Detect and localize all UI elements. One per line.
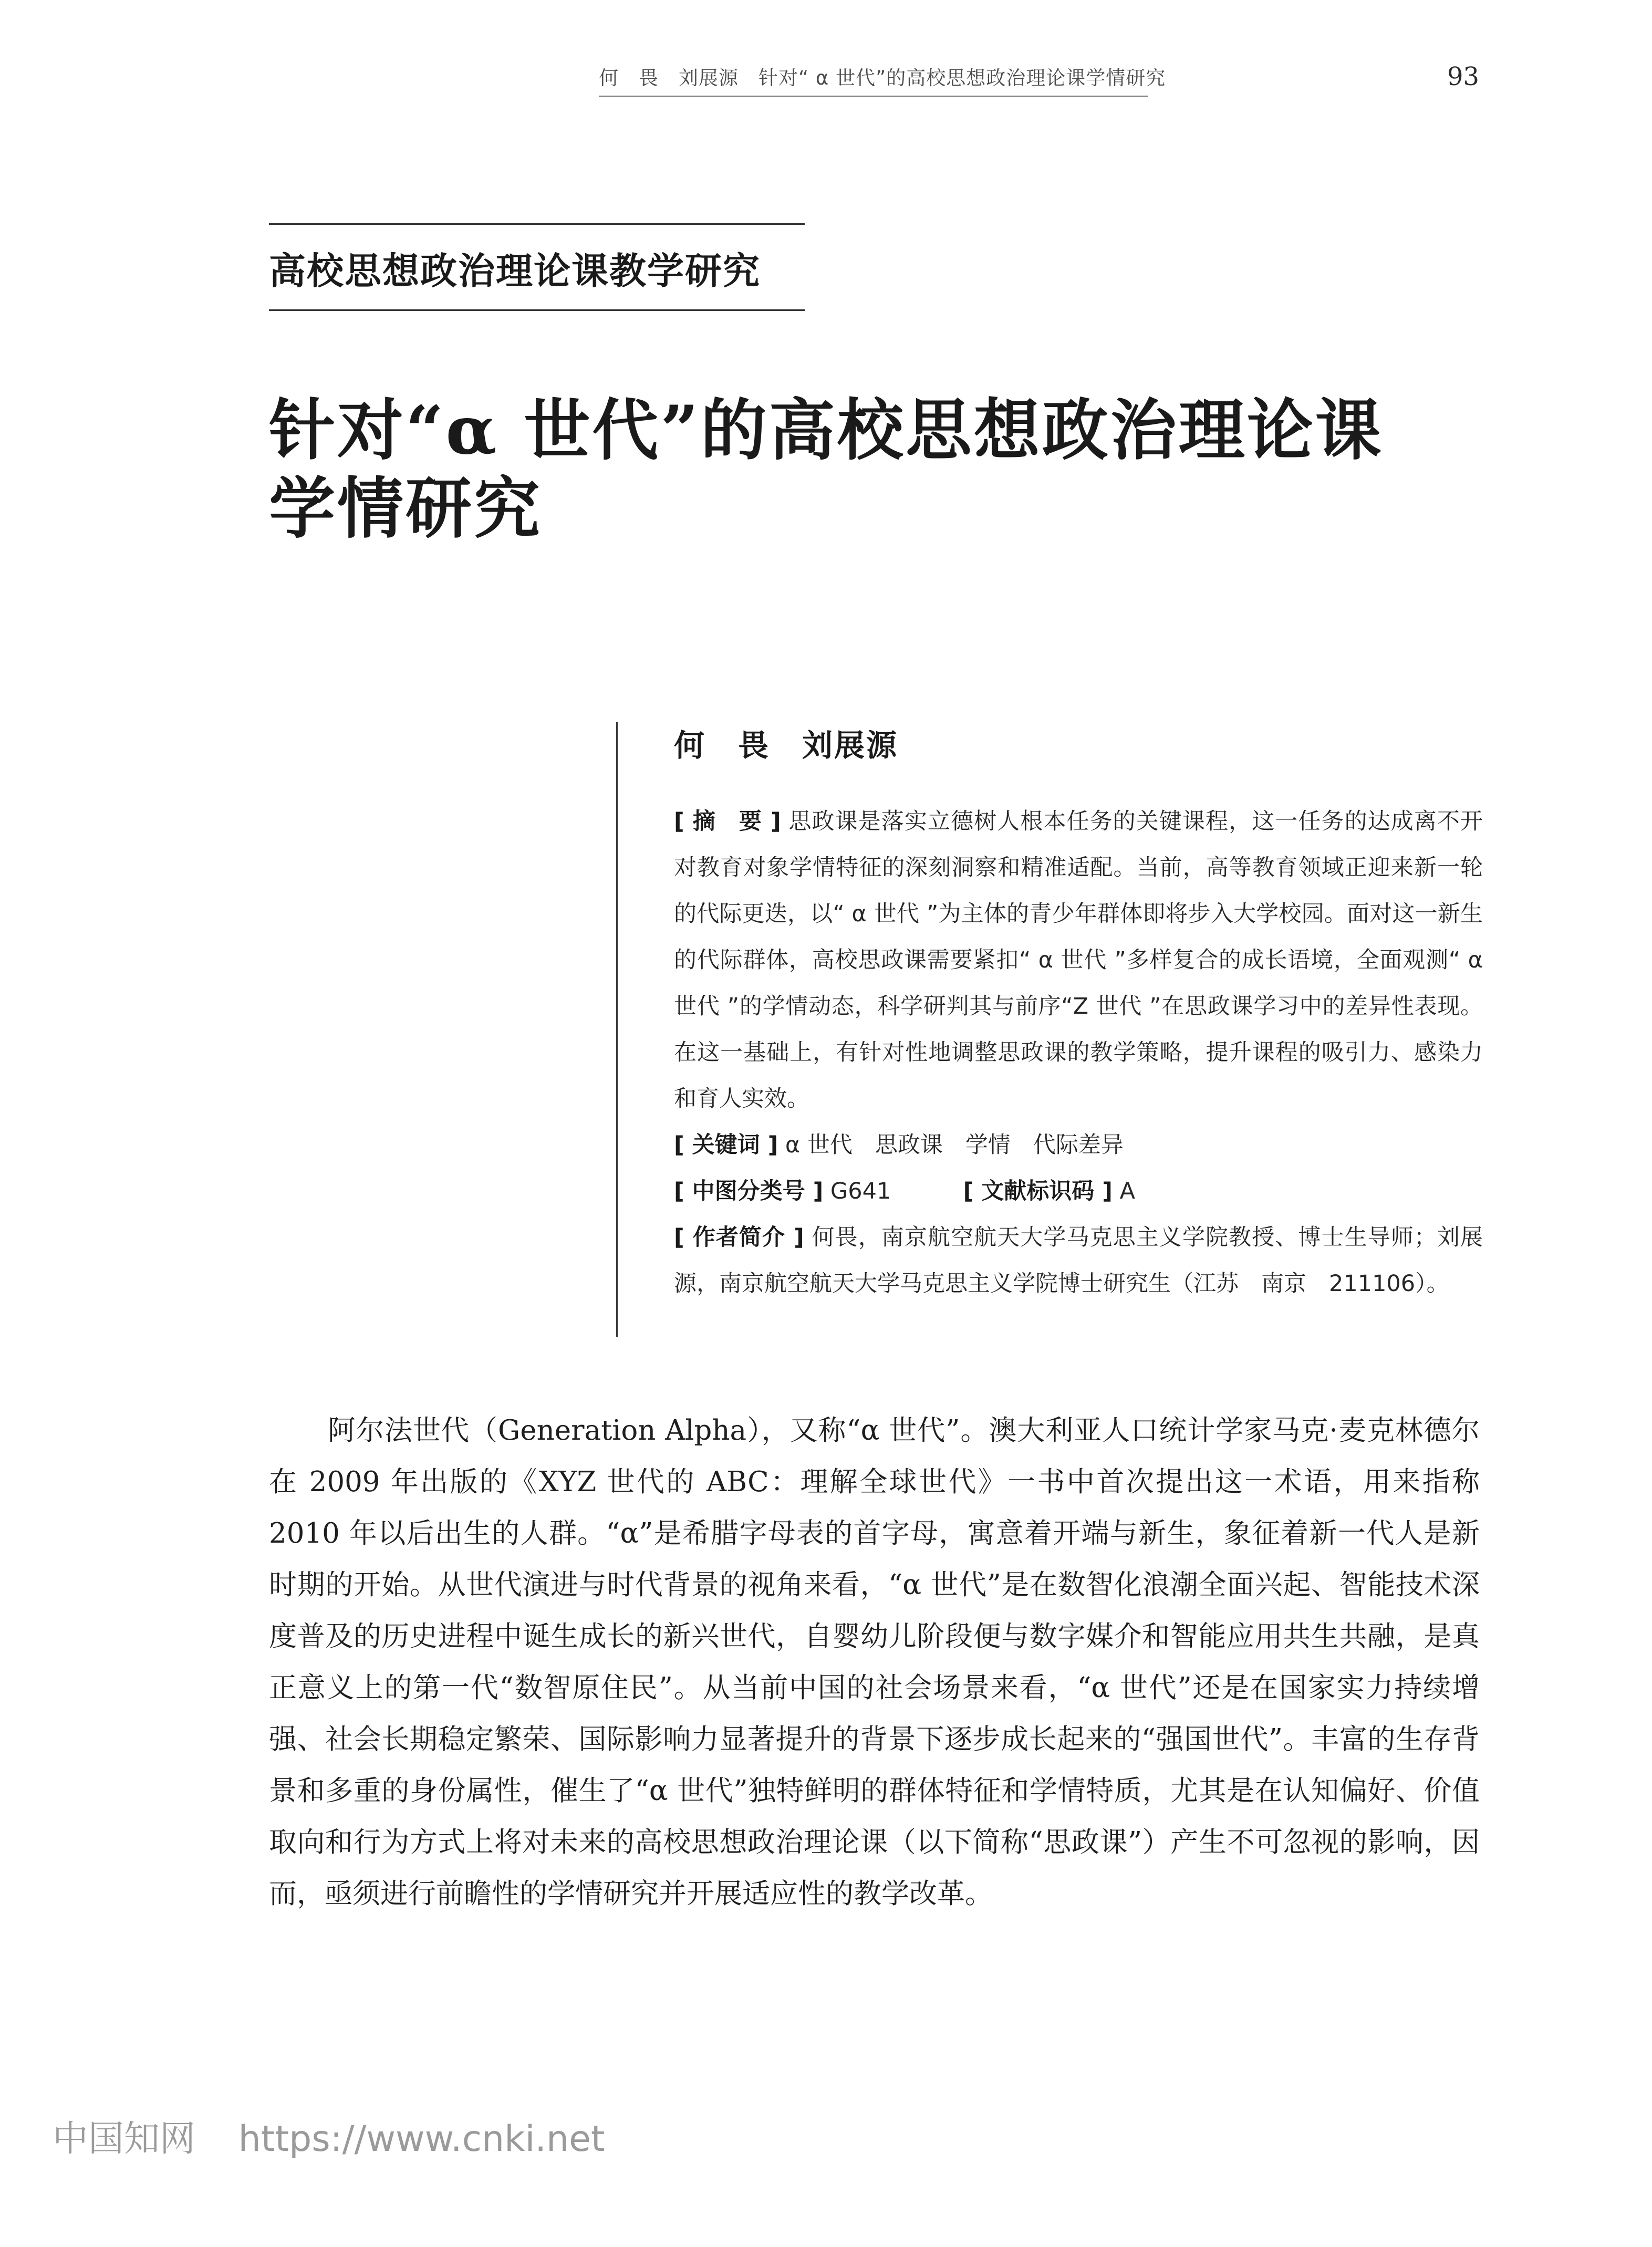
author-info-paragraph (674, 1214, 1483, 1307)
keywords-line (674, 1122, 1483, 1168)
doc-code-label: [ 文献标识码 ] (963, 1178, 1113, 1204)
page-number: 93 (1447, 62, 1480, 91)
doc-code-value: A (1119, 1178, 1136, 1204)
abstract-divider-line (616, 722, 618, 1337)
running-header: 何 畏 刘展源 针对“ α 世代”的高校思想政治理论课学情研究 (599, 62, 1148, 97)
author-info-label: [ 作者简介 ] (674, 1224, 804, 1251)
body-paragraph: 阿尔法世代（Generation Alpha），又称“α 世代”。澳大利亚人口统计学家马克·麦克林德尔在 2009 年出版的《XYZ 世代的 ABC：理解全球世代》一书中首次提出这一术语，用来指称 2010 年以后出生的人群。“α”是希腊字母表的首字母，寓意着开端与新生，象征着新一代人是新时期的开始。从世代演进与时代背景的视角来看，“α 世代”是在数智化浪潮全面兴起、智能技术深度普及的历史进程中诞生成长的新兴世代，自婴幼儿阶段便与数字媒介和智能应用共生共融，是真正意义上的第一代“数智原住民”。从当前中国的社会场景来看，“α 世代”还是在国家实力持续增强、社会长期稳定繁荣、国际影响力显著提升的背景下逐步成长起来的“强国世代”。丰富的生存背景和多重的身份属性，催生了“α 世代”独特鲜明的群体特征和学情特质，尤其是在认知偏好、价值取向和行为方式上将对未来的高校思想政治理论课（以下简称“思政课”）产生不可忽视的影响，因而，亟须进行前瞻性的学情研究并开展适应性的教学改革。 (269, 1414, 1480, 1910)
clc-value: G641 (830, 1178, 891, 1204)
author-info-text: 何畏，南京航空航天大学马克思主义学院教授、博士生导师；刘展源，南京航空航天大学马克思主义学院博士研究生（江苏 南京 211106）。 (674, 1224, 1483, 1297)
article-title-line-1: 针对“α 世代”的高校思想政治理论课 (269, 391, 1384, 469)
watermark-name: 中国知网 (53, 2118, 196, 2160)
body-text (269, 1405, 1480, 1920)
abstract-text: 思政课是落实立德树人根本任务的关键课程，这一任务的达成离不开对教育对象学情特征的深刻洞察和精准适配。当前，高等教育领域正迎来新一轮的代际更迭，以“ α 世代 ”为主体的青少年群体即将步入大学校园。面对这一新生的代际群体，高校思政课需要紧扣“ α 世代 ”多样复合的成长语境，全面观测“ α 世代 ”的学情动态，科学研判其与前序“Z 世代 ”在思政课学习中的差异性表现。在这一基础上，有针对性地调整思政课的教学策略，提升课程的吸引力、感染力和育人实效。 (674, 808, 1483, 1112)
abstract-paragraph (674, 798, 1483, 1122)
cnki-watermark (53, 2110, 605, 2161)
article-title-line-2: 学情研究 (269, 469, 542, 547)
keywords-value: α 世代 思政课 学情 代际差异 (785, 1132, 1124, 1158)
classification-line (674, 1168, 1483, 1214)
keywords-label: [ 关键词 ] (674, 1132, 778, 1158)
section-title: 高校思想政治理论课教学研究 (269, 223, 805, 311)
abstract-block (674, 798, 1483, 1307)
watermark-url: https://www.cnki.net (238, 2118, 605, 2160)
article-title (269, 391, 1530, 547)
abstract-label: [ 摘 要 ] (674, 808, 781, 835)
clc-label: [ 中图分类号 ] (674, 1178, 824, 1204)
author-names: 何 畏 刘展源 (674, 727, 899, 763)
